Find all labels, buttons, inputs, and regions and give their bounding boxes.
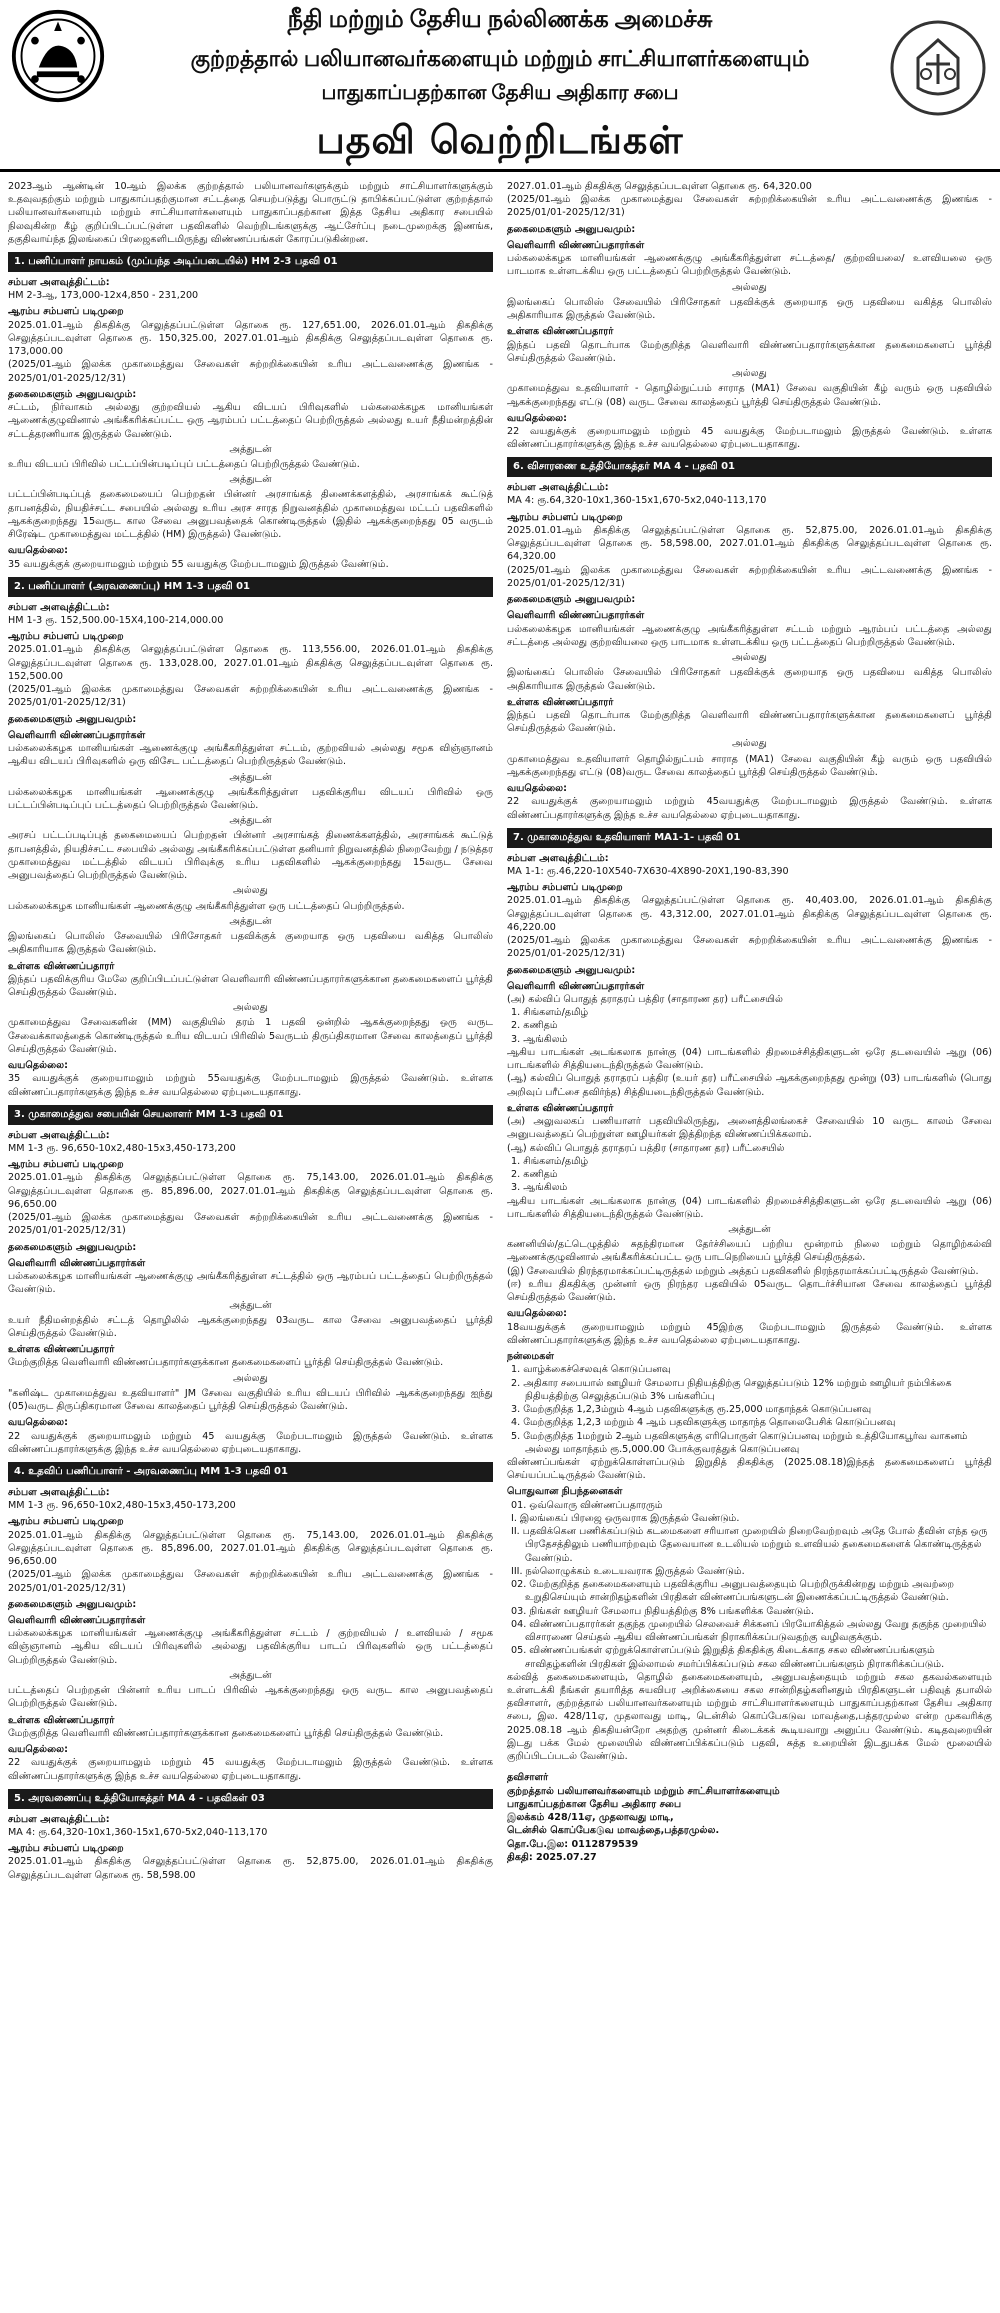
connector-text: அல்லது bbox=[233, 885, 268, 897]
text-paragraph: 2025.01.01ஆம் திகதிக்கு செலுத்தப்பட்டுள்ள தொகை ரூ. 40,403.00, 2026.01.01ஆம் திகதிக்கு செலுத்தப்படவுள்ள தொகை ரூ. 43,312.00, 2027.01.01ஆம் திகதிக்கு செலுத்தப்படவுள்ள தொகை ரூ. 46,220.00 bbox=[507, 895, 992, 933]
signatory-org-line1: குற்றத்தால் பலியானவர்களையும் மற்றும் சாட்சியாளர்களையும் bbox=[507, 1785, 780, 1797]
text-paragraph: (இ) சேவையில் நிரந்தரமாக்கப்பட்டிருத்தல் மற்றும் அத்தப் பதவிகளில் நிரந்தரமாக்கப்பட்டிருத்தல் வேண்டும். bbox=[507, 1265, 979, 1277]
text-paragraph: ஆகிய பாடங்கள் அடங்கலாக நான்கு (04) பாடங்களில் திறமைச்சித்திகளுடன் ஒரே தடவையில் ஆறு (06) பாடங்களில் சித்தியடைந்திருத்தல் வேண்டும். bbox=[507, 1046, 992, 1072]
right-column bbox=[507, 180, 992, 2305]
list-item: 03. நிங்கள் ஊழியர் சேமலாப நிதியத்திற்கு 8% பங்களிக்க வேண்டும். bbox=[511, 1605, 814, 1617]
text-paragraph: (ஈ) உரிய திகதிக்கு முன்னர் ஒரு நிரந்தர பதவியில் 05வருட தொடர்ச்சியான சேவை காலத்தைப் பூர்த்தி செய்திருத்தல் வேண்டும். bbox=[507, 1278, 992, 1304]
text-paragraph: அரசப் பட்டப்படிப்புத் தகைமையைப் பெற்றதன் பின்னர் அரசாங்கத் திணைக்களத்தில், அரசாங்கக் கூட்டுத் தாபனத்தில், நியதிச்சட்ட சபையில் அல்லது அங்கீகரிக்கப்பட்டுள்ள தனியார் நிறுவனத்தில் நிறைவேற்று / நடுத்தர முகாமைத்துவ மட்டத்தில் விடயப் பிரிவுக்கு உரிய பதவிகளில் ஆகக்குறைந்தது 15வருட சேவை அனுபவத்தைப் பெற்றிருத்தல் வேண்டும். bbox=[8, 830, 493, 882]
text-paragraph: 2025.01.01ஆம் திகதிக்கு செலுத்தப்பட்டுள்ள தொகை ரூ. 52,875.00, 2026.01.01ஆம் திகதிக்கு செலுத்தப்படவுள்ள தொகை ரூ. 58,598.00 bbox=[8, 1856, 493, 1881]
text-paragraph: உரிய விடயப் பிரிவில் பட்டப்பின்படிப்புப் பட்டத்தைப் பெற்றிருத்தல் வேண்டும். bbox=[8, 459, 360, 471]
subheading: தகைமைகளும் அனுபவமும்: bbox=[507, 223, 636, 235]
text-paragraph: (அ) கல்விப் பொதுத் தராதரப் பத்திர (சாதாரண தர) பரீட்சையில் bbox=[507, 994, 783, 1006]
section-title: 5. அரவணைப்பு உத்தியோகத்தர் MA 4 - பதவிகள் 03 bbox=[8, 1789, 493, 1809]
text-paragraph: (2025/01ஆம் இலக்க முகாமைத்துவ சேவைகள் சுற்றறிக்கையின் உரிய அட்டவணைக்கு இணங்க - 2025/01/01-2025/12/31) bbox=[8, 684, 493, 709]
section-title: 6. விசாரணை உத்தியோகத்தர் MA 4 - பதவி 01 bbox=[507, 457, 992, 477]
text-paragraph: விண்ணப்பங்கள் ஏற்றுக்கொள்ளப்படும் இறுதித் திகதிக்கு (2025.08.18)இந்தத் தகைமைகளைப் பூர்த்தி செய்யப்பட்டிருத்தல் வேண்டும். bbox=[507, 1456, 992, 1482]
connector-text: அத்துடன் bbox=[229, 1299, 272, 1311]
text-paragraph: "கனிஷ்ட முகாமைத்துவ உதவியாளர்" JM சேவை வகுதியில் உரிய விடயப் பிரிவில் ஆகக்குறைந்தது ஐந்து (05)வருட திருப்திகரமான சேவை காலத்தைப் பூர்த்தி செய்திருத்தல் வேண்டும். bbox=[8, 1387, 493, 1413]
text-paragraph: 35 வயதுக்குக் குறையாமலும் மற்றும் 55 வயதுக்கு மேற்படாமலும் இருத்தல் வேண்டும். bbox=[8, 558, 389, 570]
section-title: 1. பணிப்பாளர் நாயகம் (முப்பந்த அடிப்படையில்) HM 2-3 பதவி 01 bbox=[8, 252, 493, 272]
text-paragraph: (ஆ) கல்விப் பொதுத் தராதரப் பத்திர (உயர் தர) பரீட்சையில் ஆகக்குறைந்தது மூன்று (03) பாடங்களில் (பொது அறிவுப் பரீட்சை தவிர்ந்த) சித்தியடைந்திருத்தல் வேண்டும். bbox=[507, 1073, 992, 1098]
list-item: 1. வாழ்க்கைச்செலவுக் கொடுப்பனவு bbox=[511, 1364, 671, 1376]
subheading: வெளிவாரி விண்ணப்பதாரர்கள் bbox=[507, 610, 645, 622]
text-paragraph: பல்கலைக்கழக மானியங்கள் ஆணைக்குழு அங்கீகரித்துள்ள சட்டம் மற்றும் ஆரம்பப் பட்டத்தை அல்லது சட்டத்தை அல்லது குற்றவியலை ஒரு பாடமாக உள்ளடக்கிய ஒரு பட்டத்தைப் பெற்றிருத்தல் வேண்டும். bbox=[507, 623, 992, 648]
phone-number: தொ.பே.இல: 0112879539 bbox=[507, 1838, 639, 1850]
subheading: வெளிவாரி விண்ணப்பதாரர்கள் bbox=[507, 239, 645, 251]
section-title: 7. முகாமைத்துவ உதவியாளர் MA1-1- பதவி 01 bbox=[507, 828, 992, 848]
text-paragraph: 22 வயதுக்குக் குறையாமலும் மற்றும் 45 வயதுக்கு மேற்படாமலும் இருத்தல் வேண்டும். உள்ளக விண்ணப்பதாரர்களுக்கு இந்த உச்ச வயதெல்லை ஏற்புடையதாகாது. bbox=[507, 425, 992, 451]
list-item: 5. மேற்குறித்த 1மற்றும் 2ஆம் பதவிகளுக்கு எரிபொருள் கொடுப்பனவு மற்றும் உத்தியோகபூர்வ வாகனம் அல்லது மாதாந்தம் ரூ.5,000.00 போக்குவரத்துக் கொடுப்பனவு bbox=[511, 1430, 968, 1455]
text-paragraph: கணனியில்/தட்டெழுத்தில் சுதந்திரமான தேர்ச்சியைப் பற்றிய மூன்றாம் நிலை மற்றும் தொழிற்கல்வி ஆணைக்குழுவினால் அங்கீகரிக்கப்பட்ட ஒரு பாடநெறியைப் பூர்த்தி செய்திருத்தல். bbox=[507, 1239, 992, 1264]
text-paragraph: (ஆ) கல்விப் பொதுத் தராதரப் பத்திர (சாதாரண தர) பரீட்சையில் bbox=[507, 1142, 785, 1154]
text-paragraph: முகாமைத்துவ உதவியாளர் - தொழில்நுட்பம் சாராத (MA1) சேவை வகுதியின் கீழ் வரும் ஒரு பதவியில் ஆகக்குறைந்தது எட்டு (08) வருட சேவை காலத்தைப் பூர்த்தி செய்திருத்தல் வேண்டும். bbox=[507, 383, 992, 408]
text-paragraph: இந்தப் பதவிக்குரிய மேலே குறிப்பிடப்பட்டுள்ள வெளிவாரி விண்ணப்பதாரர்களுக்கான தகைமைகளைப் பூர்த்தி செய்திருத்தல் வேண்டும். bbox=[8, 973, 493, 999]
subheading: தகைமைகளும் அனுபவமும்: bbox=[8, 713, 137, 725]
text-paragraph: முகாமைத்துவ உதவியாளர் தொழில்நுட்பம் சாராத (MA1) சேவை வகுதியின் கீழ் வரும் ஒரு பதவியில் ஆகக்குறைந்தது எட்டு (08)வருட சேவை காலத்தைப் பூர்த்தி செய்திருத்தல் வேண்டும். bbox=[507, 753, 992, 778]
subheading: சம்பள அளவுத்திட்டம்: bbox=[8, 276, 110, 288]
text-paragraph: 2025.01.01ஆம் திகதிக்கு செலுத்தப்பட்டுள்ள தொகை ரூ. 127,651.00, 2026.01.01ஆம் திகதிக்கு செலுத்தப்படவுள்ள தொகை ரூ. 150,325.00, 2027.01.01ஆம் திகதிக்கு செலுத்தப்படவுள்ள தொகை ரூ. 173,000.00 bbox=[8, 319, 493, 358]
subheading: சம்பள அளவுத்திட்டம்: bbox=[507, 852, 609, 864]
ministry-title: நீதி மற்றும் தேசிய நல்லிணக்க அமைச்சு bbox=[287, 7, 713, 33]
signatory-role: தவிசாளர் bbox=[507, 1772, 549, 1784]
text-paragraph: 22 வயதுக்குக் குறையாமலும் மற்றும் 45 வயதுக்கு மேற்படாமலும் இருத்தல் வேண்டும். உள்ளக விண்ணப்பதாரர்களுக்கு இந்த உச்ச வயதெல்லை ஏற்புடையதாகாது. bbox=[8, 1430, 493, 1455]
text-paragraph: 22 வயதுக்குக் குறையாமலும் மற்றும் 45 வயதுக்கு மேற்படாமலும் இருத்தல் வேண்டும். உள்ளக விண்ணப்பதாரர்களுக்கு இந்த உச்ச வயதெல்லை ஏற்புடையதாகாது. bbox=[8, 1757, 493, 1782]
address-line2: டென்சில் கொப்பேகடுவ மாவத்தை,பத்தரமுல்ல. bbox=[507, 1825, 720, 1837]
subheading: சம்பள அளவுத்திட்டம்: bbox=[507, 482, 609, 494]
subheading: வெளிவாரி விண்ணப்பதாரர்கள் bbox=[8, 1257, 146, 1269]
connector-text: அத்துடன் bbox=[229, 443, 272, 455]
text-paragraph: மேற்குறித்த வெளிவாரி விண்ணப்பதாரர்களுக்கான தகைமைகளைப் பூர்த்தி செய்திருத்தல் வேண்டும். bbox=[8, 1727, 444, 1739]
subheading: வெளிவாரி விண்ணப்பதாரர்கள் bbox=[8, 1614, 146, 1626]
list-item: 1. சிங்களம்/தமிழ் bbox=[511, 1007, 589, 1019]
list-item: 4. மேற்குறித்த 1,2,3 மற்றும் 4 ஆம் பதவிகளுக்கு மாதாந்த தொலைபேசிக் கொடுப்பனவு bbox=[511, 1417, 896, 1429]
text-paragraph: உயர் நீதிமன்றத்தில் சட்டத் தொழிலில் ஆகக்குறைந்தது 03வருட கால சேவை அனுபவத்தைப் பூர்த்தி செய்திருத்தல் வேண்டும். bbox=[8, 1314, 493, 1339]
page-title: பதவி வெற்றிடங்கள் bbox=[316, 118, 684, 162]
subheading: உள்ளக விண்ணப்பதாரர் bbox=[507, 1102, 614, 1114]
text-paragraph: பல்கலைக்கழக மானியங்கள் ஆணைக்குழு அங்கீகரித்துள்ள பதவிக்குரிய விடயப் பிரிவில் ஒரு பட்டப்பின்படிப்புப் பட்டத்தைப் பெற்றிருத்தல் வேண்டும். bbox=[8, 786, 493, 811]
text-paragraph: கல்வித் தகைமைகளையும், தொழில் தகைமைகளையும், அனுபவத்தையும் மற்றும் சகல தகவல்களையும் உள்ளடக்கி நீங்கள் தயாரித்த சுயவிபர அறிக்கையை சகல சான்றிதழ்களினதும் பிரதிகளுடன் பதிவுத் தபாலில் தவிசாளர், குற்றத்தால் பலியானவர்களையும் மற்றும் சாட்சியாளர்களையும் பாதுகாப்பதற்கான தேசிய அதிகார சபை, இல. 428/11ஏ, முதலாவது மாடி, டென்சில் கொப்பேகடுவ மாவத்தை,பத்தரமுல்ல என்ற முகவரிக்கு 2025.08.18 ஆம் திகதியன்றோ அதற்கு முன்னர் கிடைக்கக் கூடியவாறு அனுப்ப வேண்டும். கடிதவுறையின் இடது பக்க மேல் மூலையில் விண்ணப்பிக்கப்படும் பதவி, சுத்த உறையின் இடதுபக்க மேல் மூலையில் குறிப்பிடப்படல் வேண்டும். bbox=[507, 1671, 992, 1763]
text-paragraph: 22 வயதுக்குக் குறையாமலும் மற்றும் 45வயதுக்கு மேற்படாமலும் இருத்தல் வேண்டும். உள்ளக விண்ணப்பதாரர்களுக்கு இந்த உச்ச வயதெல்லை ஏற்புடையதாகாது. bbox=[507, 796, 992, 821]
list-item: 02. மேற்குறித்த தகைமைகளையும் பதவிக்குரிய அனுபவத்தையும் பெற்றிருக்கின்றது மற்றும் அவற்றை உறுதிசெய்யும் சான்றிதழ்களின் பிரதிகள் விண்ணப்பங்களுடன் இணைக்கப்பட்டிருத்தல் வேண்டும். bbox=[511, 1579, 955, 1604]
connector-text: அத்துடன் bbox=[229, 1669, 272, 1681]
text-paragraph: 18வயதுக்குக் குறையாமலும் மற்றும் 45இற்கு மேற்படாமலும் இருத்தல் வேண்டும். உள்ளக விண்ணப்பதாரர்களுக்கு இந்த உச்ச வயதெல்லை ஏற்புடையதாகாது. bbox=[507, 1321, 992, 1346]
subheading: வயதெல்லை: bbox=[507, 783, 567, 795]
connector-text: அத்துடன் bbox=[229, 815, 272, 827]
list-item: 05. விண்ணப்பங்கள் ஏற்றுக்கொள்ளப்படும் இறுதித் திகதிக்கு கிடைக்காத சகல விண்ணப்பங்களும் சாவிதழ்களின் பிரதிகள் இல்லாமல் சமர்ப்பிக்கப்படும் சகல விண்ணப்பங்களும் நிராகரிக்கப்படும். bbox=[511, 1645, 945, 1670]
text-paragraph: பல்கலைக்கழக மானியங்கள் ஆணைக்குழு அங்கீகரித்துள்ள சட்டத்தில் ஒரு ஆரம்பப் பட்டத்தைப் பெற்றிருத்தல் வேண்டும். bbox=[8, 1271, 493, 1296]
subheading: ஆரம்ப சம்பளப் படிமுறை bbox=[507, 511, 623, 523]
list-item: 1. சிங்களம்/தமிழ் bbox=[511, 1155, 589, 1167]
subheading: ஆரம்ப சம்பளப் படிமுறை bbox=[8, 1843, 124, 1855]
subheading: உள்ளக விண்ணப்பதாரர் bbox=[8, 1714, 115, 1726]
text-paragraph: 2025.01.01ஆம் திகதிக்கு செலுத்தப்பட்டுள்ள தொகை ரூ. 52,875.00, 2026.01.01ஆம் திகதிக்கு செலுத்தப்படவுள்ள தொகை ரூ. 58,598.00, 2027.01.01ஆம் திகதிக்கு செலுத்தப்படவுள்ள தொகை ரூ. 64,320.00 bbox=[507, 524, 992, 563]
subheading: உள்ளக விண்ணப்பதாரர் bbox=[507, 326, 614, 338]
text-paragraph: (2025/01ஆம் இலக்க முகாமைத்துவ சேவைகள் சுற்றறிக்கையின் உரிய அட்டவணைக்கு இணங்க - 2025/01/01-2025/12/31) bbox=[507, 564, 992, 589]
subheading: தகைமைகளும் அனுபவமும்: bbox=[8, 388, 137, 400]
notice-date: திகதி: 2025.07.27 bbox=[507, 1851, 597, 1863]
connector-text: அல்லது bbox=[732, 652, 767, 664]
text-paragraph: (அ) அலுவலகப் பணியாளர் பதவியிலிருந்து, அனைத்திலங்கைச் சேவையில் 10 வருட காலம் சேவை அனுபவத்தைப் பெற்றுள்ள ஊழியர்கள் இத்திறந்த விண்ணப்பிக்கலாம். bbox=[507, 1116, 992, 1141]
list-item: 04. விண்ணப்பதாரர்கள் தகுந்த முறையில் செலவைச் சிக்கனப் பிரயோகித்தல் அல்லது வேறு தகுந்த முறையில் விசாரணை செய்தல் ஆகிய விண்ணப்பங்கள் நிராகரிக்கப்படுவதற்கு வழிவகுக்கும். bbox=[511, 1618, 987, 1644]
subheading: சம்பள அளவுத்திட்டம்: bbox=[8, 1813, 110, 1825]
text-paragraph: MA 4: ரூ.64,320-10x1,360-15x1,670-5x2,040-113,170 bbox=[507, 495, 767, 507]
text-paragraph: MM 1-3 ரூ. 96,650-10x2,480-15x3,450-173,200 bbox=[8, 1142, 236, 1154]
text-paragraph: 2025.01.01ஆம் திகதிக்கு செலுத்தப்பட்டுள்ள தொகை ரூ. 113,556.00, 2026.01.01ஆம் திகதிக்கு செலுத்தப்படவுள்ள தொகை ரூ. 133,028.00, 2027.01.01ஆம் திகதிக்கு செலுத்தப்படவுள்ள தொகை ரூ. 152,500.00 bbox=[8, 644, 493, 682]
subheading: வயதெல்லை: bbox=[507, 1308, 567, 1320]
text-paragraph: பட்டப்பின்படிப்புத் தகைமையைப் பெற்றதன் பின்னர் அரசாங்கத் திணைக்களத்தில், அரசாங்கக் கூட்டுத் தாபனத்தில், நியதிச்சட்ட சபையில் அல்லது உரிய அரச சாரத நிறுவனத்தில் முகாமைத்துவ மட்டப் பதவிகளில் ஆகக்குறைந்தது 15வருட கால சேவை அனுபவத்தைக் கொண்டிருத்தல் (இதில் ஆகக்குறைந்தது 05 வருடம் சிரேஷ்ட முகாமைத்துவ மட்டத்தில் (HM) இருத்தல்) வேண்டும். bbox=[8, 489, 493, 541]
subheading: வெளிவாரி விண்ணப்பதாரர்கள் bbox=[8, 729, 146, 741]
connector-text: அத்துடன் bbox=[229, 771, 272, 783]
subheading: ஆரம்ப சம்பளப் படிமுறை bbox=[8, 1159, 124, 1171]
text-paragraph: இந்தப் பதவி தொடர்பாக மேற்குறித்த வெளிவாரி விண்ணப்பதாரர்களுக்கான தகைமைகளைப் பூர்த்தி செய்திருத்தல் வேண்டும். bbox=[507, 339, 992, 364]
list-item: 3. மேற்குறித்த 1,2,3ம்றும் 4ஆம் பதவிகளுக்கு ரூ.25,000 மாதாந்தக் கொடுப்பனவு bbox=[511, 1404, 872, 1416]
list-item: 3. ஆங்கிலம் bbox=[511, 1033, 568, 1045]
list-item: 2. அதிகார சபையால் ஊழியர் சேமலாப நிதியத்திற்கு செலுத்தப்படும் 12% மற்றும் ஊழியர் நம்பிக்கை நிதியத்திற்கு செலுத்தப்படும் 3% பங்களிப்பு bbox=[511, 1377, 952, 1402]
text-paragraph: 2027.01.01ஆம் திகதிக்கு செலுத்தப்படவுள்ள தொகை ரூ. 64,320.00 bbox=[507, 181, 812, 192]
authority-title-line2: பாதுகாப்பதற்கான தேசிய அதிகார சபை bbox=[321, 82, 679, 104]
subheading: ஆரம்ப சம்பளப் படிமுறை bbox=[8, 1516, 124, 1528]
subheading: வயதெல்லை: bbox=[8, 1744, 68, 1756]
subheading: வெளிவாரி விண்ணப்பதாரர்கள் bbox=[507, 980, 645, 992]
text-paragraph: பட்டத்தைப் பெற்றதன் பின்னர் உரிய பாடப் பிரிவில் ஆகக்குறைந்தது ஒரு வருட கால அனுபவத்தைப் பெற்றிருத்தல் வேண்டும். bbox=[8, 1685, 493, 1710]
text-paragraph: HM 1-3 ரூ. 152,500.00-15X4,100-214,000.00 bbox=[8, 614, 224, 626]
list-item: I. இலங்கைப் பிரஜை ஒருவராக இருத்தல் வேண்டும். bbox=[511, 1512, 740, 1524]
text-paragraph: (2025/01ஆம் இலக்க முகாமைத்துவ சேவைகள் சுற்றறிக்கையின் உரிய அட்டவணைக்கு இணங்க - 2025/01/01-2025/12/31) bbox=[507, 935, 992, 960]
subheading: ஆரம்ப சம்பளப் படிமுறை bbox=[8, 306, 124, 318]
subheading: வயதெல்லை: bbox=[8, 1417, 68, 1429]
subheading: ஆரம்ப சம்பளப் படிமுறை bbox=[507, 882, 623, 894]
subheading: ஆரம்ப சம்பளப் படிமுறை bbox=[8, 631, 124, 643]
subheading: நன்மைகள் bbox=[507, 1351, 555, 1363]
subheading: சம்பள அளவுத்திட்டம்: bbox=[8, 1486, 110, 1498]
subheading: வயதெல்லை: bbox=[8, 545, 68, 557]
connector-text: அல்லது bbox=[732, 738, 767, 750]
signature-block bbox=[507, 1771, 992, 1864]
text-paragraph: MA 4: ரூ.64,320-10x1,360-15x1,670-5x2,040-113,170 bbox=[8, 1826, 268, 1838]
intro-paragraph: 2023ஆம் ஆண்டின் 10ஆம் இலக்க குற்றத்தால் பலியானவர்களுக்கும் மற்றும் சாட்சியாளர்களுக்கும் உதவுவதற்கும் மற்றும் பாதுகாப்பதற்குமான சட்டத்தை செயற்படுத்து பொருட்டு தாபிக்கப்பட்டுள்ள குற்றத்தால் பலியானவர்களையும் மற்றும் சாட்சியாளர்களையும் பாதுகாப்பதற்கான இத்த தேசிய அதிகார சபையில் நிலவுகின்ற கீழ் குறிப்பிடப்பட்டுள்ள பதவிகளில் வெற்றிடங்களுக்கு ஆட்சேர்ப்பு நடைமுறைக்கு இணங்க, தகுதிவாய்ந்த இலங்கைப் பிரஜைகளிடமிருந்து விண்ணப்பங்கள் கோரப்படுகின்றன. bbox=[8, 181, 493, 245]
text-paragraph: சட்டம், நிர்வாகம் அல்லது குற்றவியல் ஆகிய விடயப் பிரிவுகளில் பல்கலைக்கழக மானியங்கள் ஆணைக்குழுவினால் அங்கீகரிக்கப்பட்ட ஒரு ஆரம்பப் பட்டத்தைப் பெற்றிருத்தல் அல்லது உயர் நீதிமன்றத்தின் சட்டத்தரணியாக இருத்தல் வேண்டும். bbox=[8, 402, 493, 440]
subheading: சம்பள அளவுத்திட்டம்: bbox=[8, 601, 110, 613]
subheading: வயதெல்லை: bbox=[507, 412, 567, 424]
address-line1: இலக்கம் 428/11ஏ, முதலாவது மாடி, bbox=[507, 1812, 674, 1824]
text-paragraph: (2025/01ஆம் இலக்க முகாமைத்துவ சேவைகள் சுற்றறிக்கையின் உரிய அட்டவணைக்கு இணங்க - 2025/01/01-2025/12/31) bbox=[8, 1569, 493, 1594]
text-paragraph: (2025/01ஆம் இலக்க முகாமைத்துவ சேவைகள் சுற்றறிக்கையின் உரிய அட்டவணைக்கு இணங்க - 2025/01/01-2025/12/31) bbox=[8, 359, 493, 384]
section-title: 2. பணிப்பாளர் (அரவணைப்பு) HM 1-3 பதவி 01 bbox=[8, 577, 493, 597]
sri-lanka-emblem-icon bbox=[10, 8, 106, 104]
text-paragraph: இலங்கைப் பொலிஸ் சேவையில் பிரிசோதகர் பதவிக்குக் குறையாத ஒரு பதவியை வகித்த பொலிஸ் அதிகாரியாக இருத்தல் வேண்டும். bbox=[8, 931, 493, 956]
text-paragraph: முகாமைத்துவ சேவைகளின் (MM) வகுதியில் தரம் 1 பதவி ஒன்றில் ஆகக்குறைந்தது ஒரு வருட சேவைக்காலத்தைக் கொண்டிருத்தல் உரிய விடயப் பிரிவில் 5வருடம் திருப்திகரமான சேவை காலத்தைப் பூர்த்தி செய்திருத்தல் வேண்டும். bbox=[8, 1017, 493, 1055]
connector-text: அல்லது bbox=[732, 368, 767, 380]
section-title: 3. முகாமைத்துவ சபையின் செயலாளர் MM 1-3 பதவி 01 bbox=[8, 1105, 493, 1125]
subheading: தகைமைகளும் அனுபவமும்: bbox=[8, 1241, 137, 1253]
text-paragraph: இலங்கைப் பொலிஸ் சேவையில் பிரிசோதகர் பதவிக்குக் குறையாத ஒரு பதவியை வகித்த பொலிஸ் அதிகாரியாக இருத்தல் வேண்டும். bbox=[507, 667, 992, 692]
signatory-org-line2: பாதுகாப்பதற்கான தேசிய அதிகார சபை bbox=[507, 1798, 682, 1810]
text-paragraph: இலங்கைப் பொலிஸ் சேவையில் பிரிசோதகர் பதவிக்குக் குறையாத ஒரு பதவியை வகித்த பொலிஸ் அதிகாரியாக இருத்தல் வேண்டும். bbox=[507, 296, 992, 322]
text-paragraph: பல்கலைக்கழக மானியங்கள் ஆணைக்குழு அங்கீகரித்துள்ள சட்டம், குற்றவியல் அல்லது சமூக விஞ்ஞானம் ஆகிய விடயப் பிரிவுகளில் ஒரு விசேட பட்டத்தைப் பெற்றிருத்தல் வேண்டும். bbox=[8, 743, 493, 768]
connector-text: அத்துடன் bbox=[229, 474, 272, 486]
subheading: தகைமைகளும் அனுபவமும்: bbox=[507, 594, 636, 606]
text-paragraph: 2025.01.01ஆம் திகதிக்கு செலுத்தப்பட்டுள்ள தொகை ரூ. 75,143.00, 2026.01.01ஆம் திகதிக்கு செலுத்தப்படவுள்ள தொகை ரூ. 85,896.00, 2027.01.01ஆம் திகதிக்கு செலுத்தப்படவுள்ள தொகை ரூ. 96,650.00 bbox=[8, 1172, 493, 1210]
connector-text: அல்லது bbox=[233, 1372, 268, 1384]
text-paragraph: MM 1-3 ரூ. 96,650-10x2,480-15x3,450-173,200 bbox=[8, 1500, 236, 1512]
text-paragraph: பல்கலைக்கழக மானியங்கள் ஆணைக்குழு அங்கீகரித்துள்ள சட்டத்தை/ குற்றவியலை/ உளவியலை ஒரு பாடமாக உள்ளடக்கிய ஒரு பட்டத்தைப் பெற்றிருத்தல் வேண்டும். bbox=[507, 253, 992, 278]
text-paragraph: (2025/01ஆம் இலக்க முகாமைத்துவ சேவைகள் சுற்றறிக்கையின் உரிய அட்டவணைக்கு இணங்க - 2025/01/01-2025/12/31) bbox=[507, 194, 992, 219]
list-item: 2. கணிதம் bbox=[511, 1169, 558, 1181]
text-paragraph: 2025.01.01ஆம் திகதிக்கு செலுத்தப்பட்டுள்ள தொகை ரூ. 75,143.00, 2026.01.01ஆம் திகதிக்கு செலுத்தப்படவுள்ள தொகை ரூ. 85,896.00, 2027.01.01ஆம் திகதிக்கு செலுத்தப்படவுள்ள தொகை ரூ. 96,650.00 bbox=[8, 1529, 493, 1568]
subheading: உள்ளக விண்ணப்பதாரர் bbox=[8, 960, 115, 972]
text-paragraph: பல்கலைக்கழக மானியங்கள் ஆணைக்குழு அங்கீகரித்துள்ள சட்டம் / குற்றவியல் / உளவியல் / சமூக விஞ்ஞானம் ஆகிய விடயப் பிரிவுகளில் அல்லது பதவிக்குரிய பாடப் பிரிவுகளில் ஒரு பட்டத்தைப் பெற்றிருத்தல் வேண்டும். bbox=[8, 1628, 493, 1666]
subheading: உள்ளக விண்ணப்பதாரர் bbox=[8, 1344, 115, 1356]
list-item: 2. கணிதம் bbox=[511, 1020, 558, 1032]
advert-header bbox=[0, 0, 1000, 172]
text-paragraph: (2025/01ஆம் இலக்க முகாமைத்துவ சேவைகள் சுற்றறிக்கையின் உரிய அட்டவணைக்கு இணங்க - 2025/01/01-2025/12/31) bbox=[8, 1212, 493, 1237]
subheading: பொதுவான நிபந்தனைகள் bbox=[507, 1486, 623, 1498]
authority-seal-icon bbox=[888, 18, 988, 118]
list-item: 01. ஒவ்வொரு விண்ணப்பதாரரும் bbox=[511, 1499, 663, 1511]
text-paragraph: மேற்குறித்த வெளிவாரி விண்ணப்பதாரர்களுக்கான தகைமைகளைப் பூர்த்தி செய்திருத்தல் வேண்டும். bbox=[8, 1357, 444, 1369]
text-paragraph: இந்தப் பதவி தொடர்பாக மேற்குறித்த வெளிவாரி விண்ணப்பதாரர்களுக்கான தகைமைகளைப் பூர்த்தி செய்திருத்தல் வேண்டும். bbox=[507, 710, 992, 735]
text-paragraph: பல்கலைக்கழக மானியங்கள் ஆணைக்குழு அங்கீகரித்துள்ள ஒரு பட்டத்தைப் பெற்றிருத்தல். bbox=[8, 900, 405, 912]
connector-text: அல்லது bbox=[233, 1002, 268, 1014]
authority-title-line1: குற்றத்தால் பலியானவர்களையும் மற்றும் சாட்சியாளர்களையும் bbox=[190, 46, 810, 71]
list-item: II. பதவிக்கென பணிக்கப்படும் கடமைகளை சரியான முறையில் நிறைவேற்றவும் அதே போல் தீவின் எந்த ஒரு பிரதேசத்திலும் பணியாற்றவும் தேவையான உடலியல் மற்றும் உளவியல் தகைமைகளைக் கொண்டிருத்தல் வேண்டும். bbox=[511, 1526, 988, 1564]
connector-text: அத்துடன் bbox=[728, 1224, 771, 1235]
list-item: 3. ஆங்கிலம் bbox=[511, 1182, 568, 1194]
subheading: தகைமைகளும் அனுபவமும்: bbox=[507, 964, 636, 976]
text-paragraph: MA 1-1: ரூ.46,220-10X540-7X630-4X890-20X1,190-83,390 bbox=[507, 865, 789, 877]
subheading: உள்ளக விண்ணப்பதாரர் bbox=[507, 696, 614, 708]
subheading: வயதெல்லை: bbox=[8, 1060, 68, 1072]
text-paragraph: 35 வயதுக்குக் குறையாமலும் மற்றும் 55வயதுக்கு மேற்படாமலும் இருத்தல் வேண்டும். உள்ளக விண்ணப்பதாரர்களுக்கு இந்த உச்ச வயதெல்லை ஏற்புடையதாகாது. bbox=[8, 1073, 493, 1098]
text-paragraph: ஆகிய பாடங்கள் அடங்கலாக நான்கு (04) பாடங்களில் திறமைச்சித்திகளுடன் ஒரே தடவையில் ஆறு (06) பாடங்களில் சித்தியடைந்திருத்தல் வேண்டும். bbox=[507, 1195, 992, 1220]
text-paragraph: HM 2-3ஆ, 173,000-12x4,850 - 231,200 bbox=[8, 290, 199, 302]
connector-text: அல்லது bbox=[732, 281, 767, 293]
left-column bbox=[8, 180, 493, 2305]
subheading: தகைமைகளும் அனுபவமும்: bbox=[8, 1598, 137, 1610]
list-item: III. நல்லொழுக்கம் உடையவராக இருத்தல் வேண்டும். bbox=[511, 1565, 745, 1577]
section-title: 4. உதவிப் பணிப்பாளர் - அரவணைப்பு MM 1-3 பதவி 01 bbox=[8, 1462, 493, 1482]
connector-text: அத்துடன் bbox=[229, 915, 272, 927]
subheading: சம்பள அளவுத்திட்டம்: bbox=[8, 1129, 110, 1141]
